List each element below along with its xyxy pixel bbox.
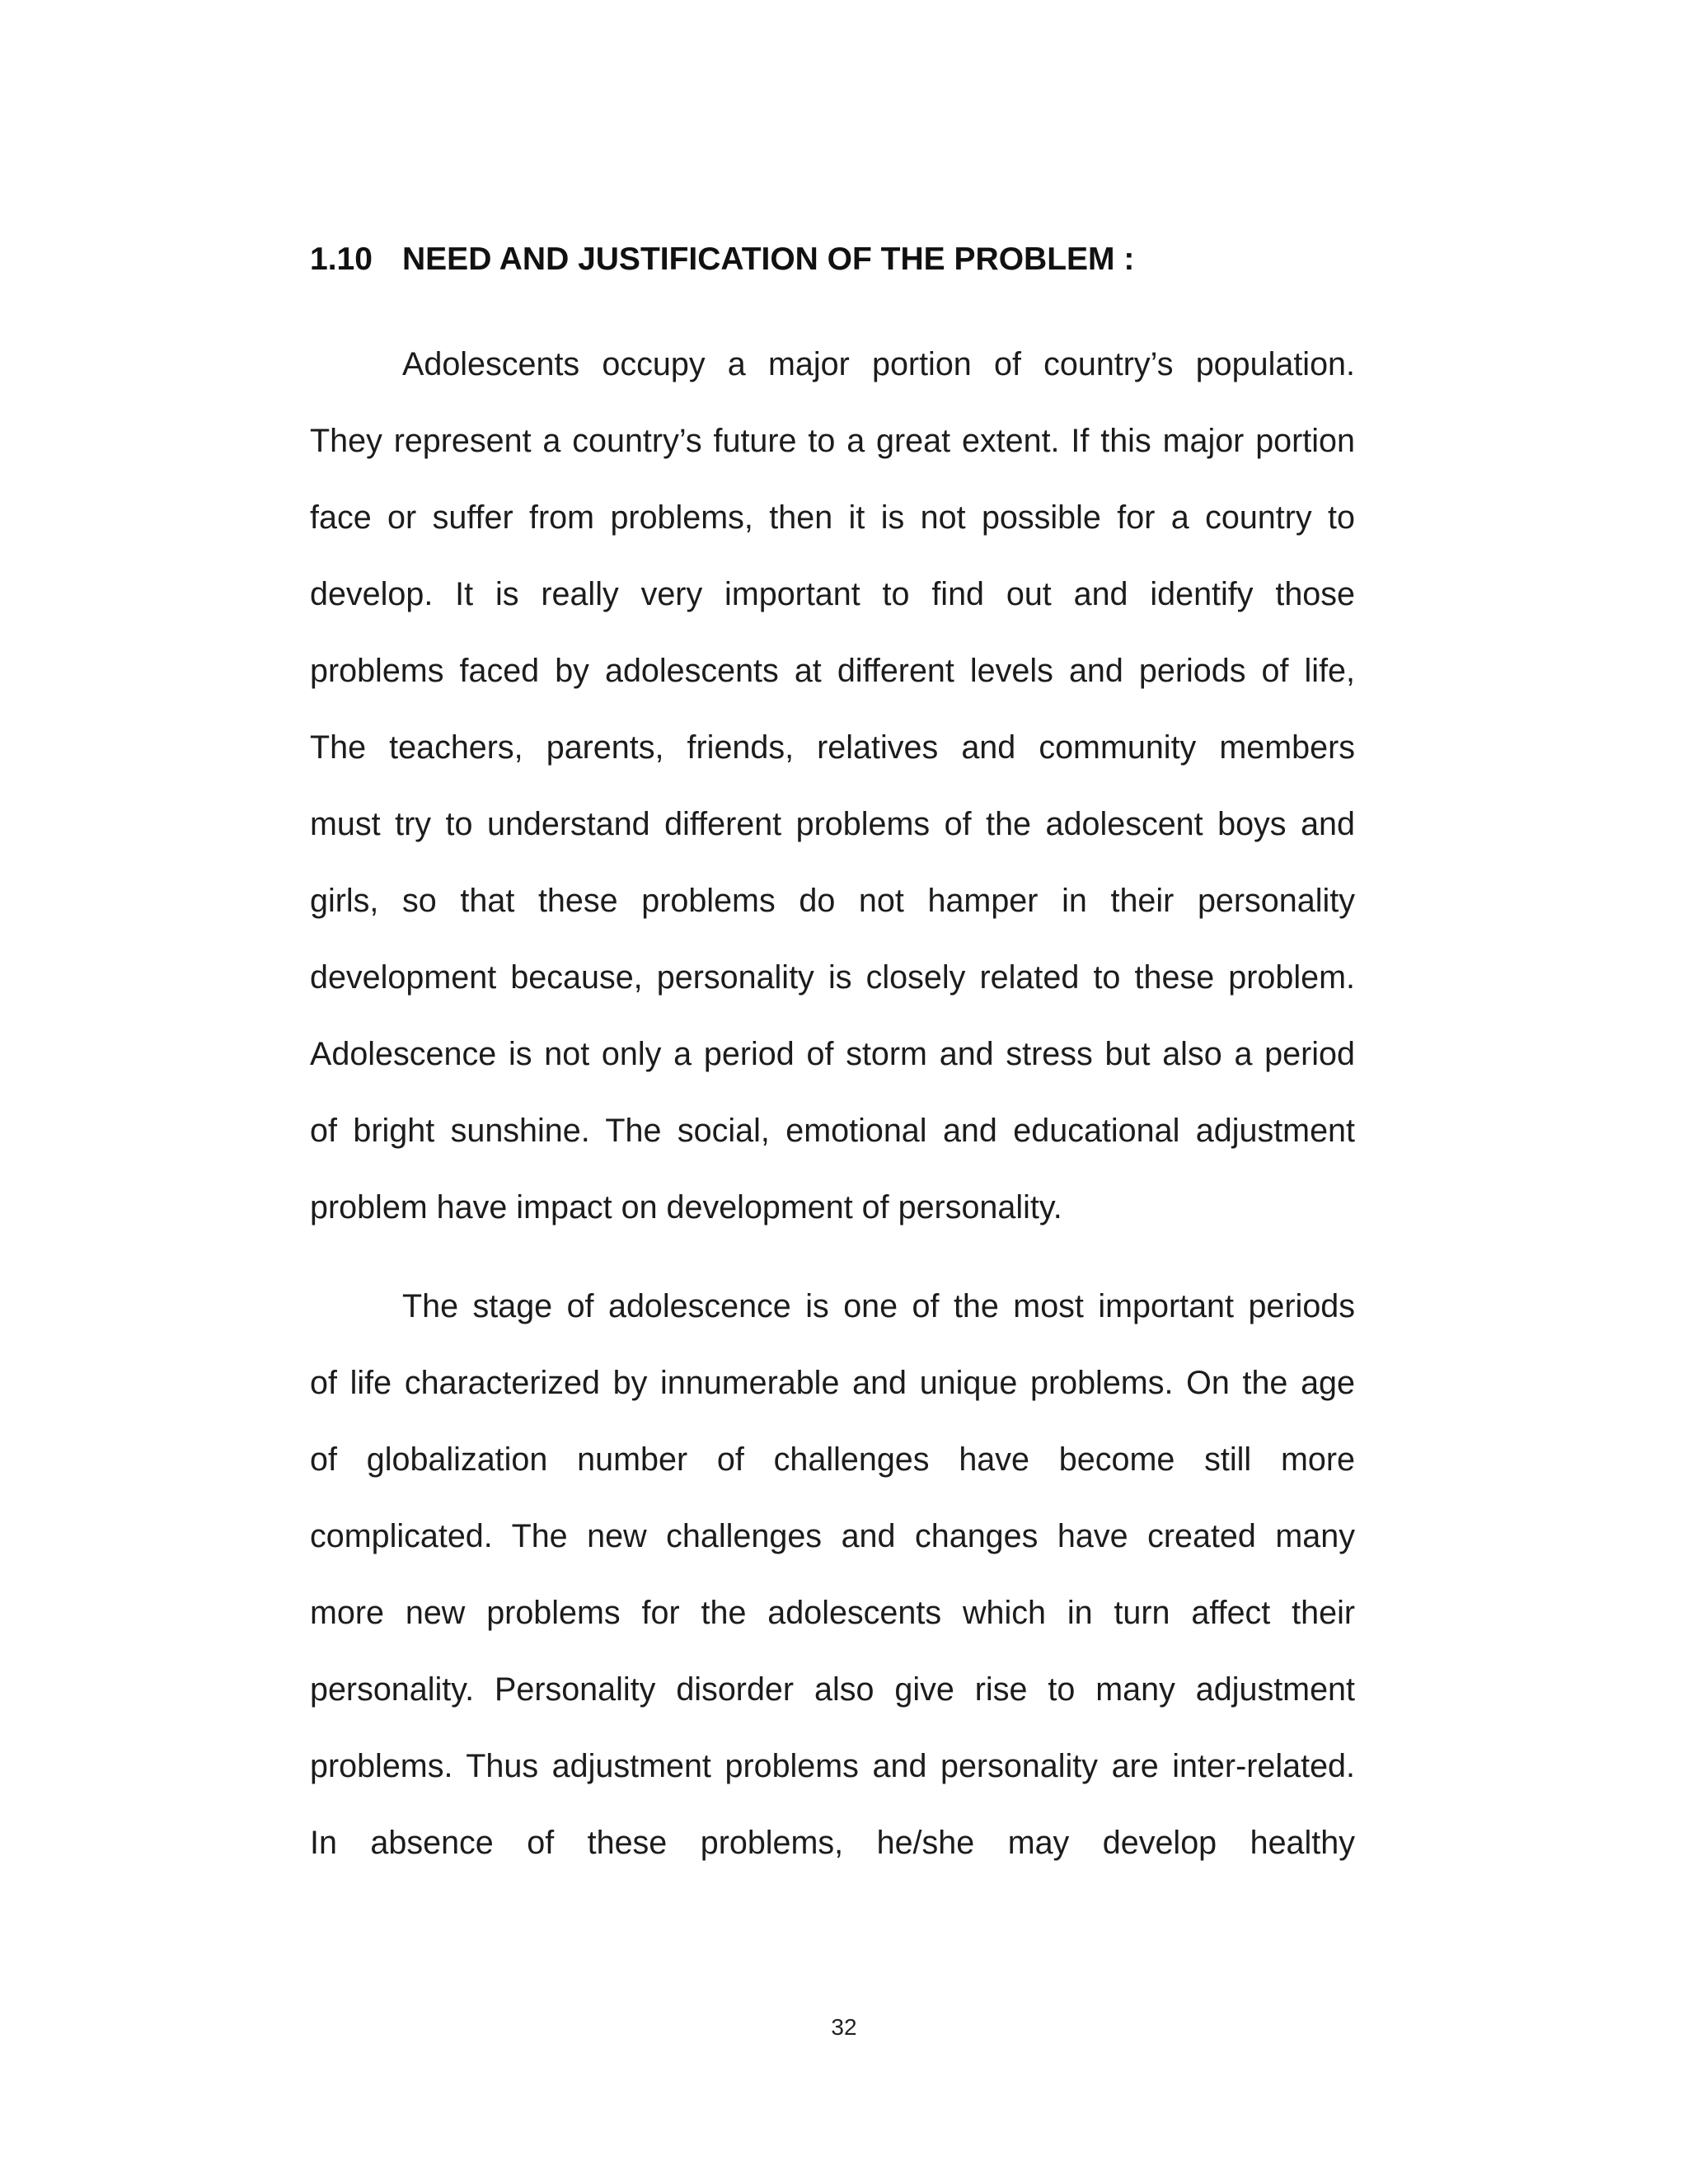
paragraph-line: personality. Personality disorder also give rise to many adjustment — [310, 1671, 1355, 1708]
paragraph-line: Adolescence is not only a period of storm and stress but also a period — [310, 1036, 1355, 1072]
section-title: NEED AND JUSTIFICATION OF THE PROBLEM : — [402, 241, 1135, 277]
paragraph-line: problems faced by adolescents at different levels and periods of life, — [310, 653, 1355, 689]
paragraph-line: The teachers, parents, friends, relatives and community members — [310, 729, 1355, 766]
paragraph-line: must try to understand different problems of the adolescent boys and — [310, 806, 1355, 842]
page-number: 32 — [831, 2014, 857, 2040]
paragraph-line: They represent a country’s future to a great extent. If this major portion — [310, 423, 1355, 459]
paragraph-line: girls, so that these problems do not hamper in their personality — [310, 883, 1355, 919]
paragraph-line: In absence of these problems, he/she may develop healthy — [310, 1825, 1355, 1861]
paragraph-line: face or suffer from problems, then it is not possible for a country to — [310, 499, 1355, 536]
paragraph-line: complicated. The new challenges and changes have created many — [310, 1518, 1355, 1554]
paragraph-line: Adolescents occupy a major portion of country’s population. — [402, 346, 1355, 382]
paragraph-line: more new problems for the adolescents which in turn affect their — [310, 1595, 1355, 1631]
section-number: 1.10 — [310, 241, 373, 277]
paragraph-line: development because, personality is closely related to these problem. — [310, 959, 1355, 996]
paragraph-line: of life characterized by innumerable and unique problems. On the age — [310, 1365, 1355, 1401]
paragraph-line: The stage of adolescence is one of the most important periods — [402, 1288, 1355, 1324]
paragraph-line: develop. It is really very important to find out and identify those — [310, 576, 1355, 612]
section-heading — [310, 239, 1381, 280]
paragraph-line: of globalization number of challenges have become still more — [310, 1441, 1355, 1478]
paragraph-line: problem have impact on development of personality. — [310, 1189, 1062, 1226]
paragraph-line: problems. Thus adjustment problems and personality are inter-related. — [310, 1748, 1355, 1784]
paragraph-line: of bright sunshine. The social, emotional and educational adjustment — [310, 1113, 1355, 1149]
